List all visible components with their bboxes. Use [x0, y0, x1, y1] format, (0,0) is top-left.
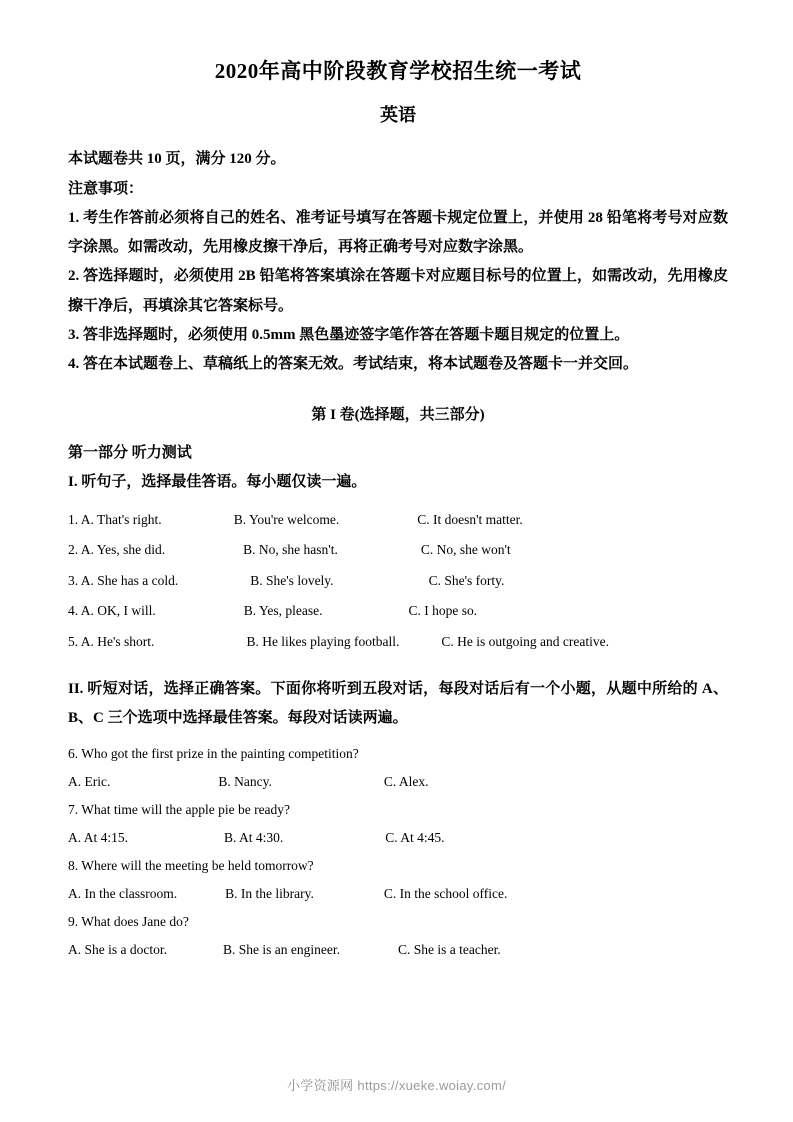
paper-info-line: 本试题卷共 10 页，满分 120 分。 — [68, 151, 286, 168]
option-b: B. In the library. — [225, 886, 314, 902]
spacer — [110, 767, 218, 797]
notice-item-2: 2. 答选择题时，必须使用 2B 铅笔将答案填涂在答题卡对应题目标号的位置上，如需改动，先用橡皮擦干净后，再填涂其它答案标号。 — [68, 268, 728, 314]
question-9-options — [68, 935, 728, 965]
option-c: C. He is outgoing and creative. — [441, 633, 610, 649]
spacer — [165, 535, 243, 565]
notice-item-4: 4. 答在本试题卷上、草稿纸上的答案无效。考试结束，将本试题卷及答题卡一并交回。 — [68, 356, 639, 373]
spacer — [156, 596, 244, 626]
option-c: C. At 4:45. — [385, 830, 445, 846]
question-8: 8. Where will the meeting be held tomorrow? — [68, 858, 314, 874]
listening-item-2 — [68, 535, 728, 565]
option-c: C. Alex. — [383, 774, 429, 790]
question-6-options — [68, 767, 728, 797]
option-a: 1. A. That's right. — [68, 512, 162, 528]
option-a: A. Eric. — [68, 774, 111, 790]
option-b: B. At 4:30. — [224, 830, 284, 846]
question-8-options — [68, 879, 728, 909]
listening-item-4 — [68, 596, 728, 626]
listening-item-3 — [68, 566, 728, 596]
spacer — [272, 767, 384, 797]
notice-item-1: 1. 考生作答前必须将自己的姓名、准考证号填写在答题卡规定位置上，并使用 28 铅笔将考号对应数字涂黑。如需改动，先用橡皮擦干净后，再将正确考号对应数字涂黑。 — [68, 209, 728, 256]
option-a: 5. A. He's short. — [68, 633, 155, 649]
option-a: A. She is a doctor. — [68, 942, 167, 958]
spacer — [167, 935, 223, 965]
option-a: 2. A. Yes, she did. — [68, 542, 166, 558]
listening-item-1 — [68, 505, 728, 535]
spacer — [162, 505, 234, 535]
question-7: 7. What time will the apple pie be ready? — [68, 802, 291, 818]
option-c: C. It doesn't matter. — [417, 512, 523, 528]
option-b: B. Nancy. — [218, 774, 272, 790]
watermark — [0, 1075, 793, 1094]
spacer — [399, 627, 441, 657]
option-b: B. She's lovely. — [250, 572, 334, 588]
subject-title: 英语 — [380, 105, 416, 126]
watermark-url: https://xueke.woiay.com/ — [357, 1078, 506, 1093]
page-title: 2020年高中阶段教育学校招生统一考试 — [214, 59, 582, 83]
spacer — [338, 535, 421, 565]
listening-item-5 — [68, 627, 728, 657]
option-a: 4. A. OK, I will. — [68, 603, 156, 619]
option-a: 3. A. She has a cold. — [68, 572, 179, 588]
option-a: A. In the classroom. — [68, 886, 178, 902]
spacer — [154, 627, 246, 657]
question-9: 9. What does Jane do? — [68, 914, 189, 930]
option-c: C. I hope so. — [408, 603, 478, 619]
option-c: C. She's forty. — [428, 572, 505, 588]
spacer — [339, 505, 417, 535]
spacer — [323, 596, 409, 626]
option-b: B. He likes playing football. — [246, 633, 400, 649]
spacer — [314, 879, 384, 909]
notice-item-3: 3. 答非选择题时，必须使用 0.5mm 黑色墨迹签字笔作答在答题卡题目规定的位置上。 — [68, 326, 630, 343]
option-a: A. At 4:15. — [68, 830, 129, 846]
spacer — [334, 566, 429, 596]
spacer — [340, 935, 398, 965]
spacer — [178, 566, 250, 596]
spacer — [128, 823, 224, 853]
option-c: C. She is a teacher. — [397, 942, 501, 958]
spacer — [177, 879, 225, 909]
watermark-site-name: 小学资源网 — [286, 1078, 354, 1093]
part-one-heading: 第一部分 听力测试 — [68, 444, 192, 461]
section-ii-heading: II. 听短对话，选择正确答案。下面你将听到五段对话，每段对话后有一个小题，从题中所给的 A、B、C 三个选项中选择最佳答案。每段对话读两遍。 — [68, 680, 728, 727]
option-b: B. Yes, please. — [243, 603, 323, 619]
question-6: 6. Who got the first prize in the painting competition? — [68, 746, 359, 762]
option-b: B. You're welcome. — [233, 512, 340, 528]
option-b: B. She is an engineer. — [223, 942, 340, 958]
notice-heading: 注意事项： — [68, 180, 144, 197]
section-i-heading: I. 听句子，选择最佳答语。每小题仅读一遍。 — [68, 473, 367, 490]
option-b: B. No, she hasn't. — [243, 542, 338, 558]
spacer — [283, 823, 385, 853]
page-content — [68, 58, 728, 965]
option-c: C. No, she won't — [420, 542, 511, 558]
option-c: C. In the school office. — [383, 886, 508, 902]
paper-part-heading: 第 I 卷(选择题，共三部分) — [311, 407, 485, 424]
question-7-options — [68, 823, 728, 853]
